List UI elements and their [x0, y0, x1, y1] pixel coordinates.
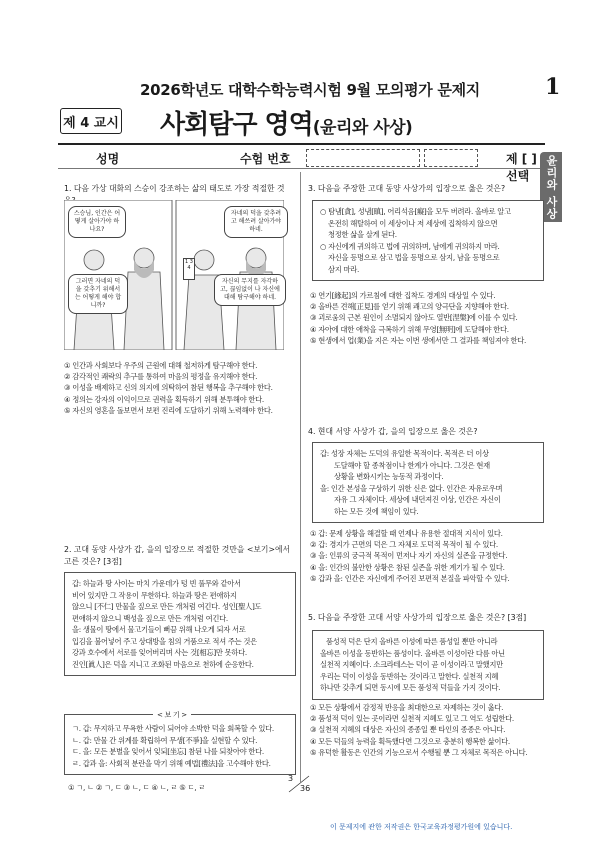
exam-number-boxes-2[interactable]: [424, 149, 478, 167]
q3-stem: 3. 다음을 주장한 고대 동양 사상가의 입장으로 옳은 것은?: [308, 184, 506, 193]
bubble-1: 스승님, 인간은 어떻게 살아가야 하나요?: [68, 206, 126, 238]
choice-label: 제 [ ] 선택: [506, 152, 537, 183]
bubble-2: 자네의 덕을 갖추려고 해쓰려 살아가야 하네.: [224, 206, 288, 238]
q2-line-1: 갑: 하늘과 땅 사이는 마치 가운데가 텅 빈 풀무와 같아서: [72, 579, 241, 588]
q4-option-4[interactable]: ④ 을: 인간의 불안한 상황은 참된 실존을 위한 계기가 될 수 있다.: [310, 562, 505, 572]
page-current: 3: [288, 774, 294, 783]
page-total: 36: [300, 784, 311, 793]
q2-line-2: 비어 있지만 그 작용이 무한하다. 하늘과 땅은 편애하지: [72, 590, 237, 600]
q4-line-6: 하는 모든 것에 책임이 있다.: [334, 506, 419, 516]
q4-line-2: 도달해야 할 종착점이나 한계가 아니다. 그것은 현재: [334, 460, 490, 470]
q5-option-2[interactable]: ② 품성적 덕이 있는 곳이라면 실천적 지혜도 있고 그 역도 성립한다.: [310, 714, 514, 724]
q5-option-5[interactable]: ⑤ 유덕한 활동은 인간의 기능으로서 수행될 뿐 그 자체로 목적은 아니다.: [310, 747, 528, 757]
q2-options[interactable]: ① ㄱ, ㄴ ② ㄱ, ㄷ ③ ㄴ, ㄷ ④ ㄴ, ㄹ ⑤ ㄷ, ㄹ: [68, 783, 206, 792]
q2-passage: [64, 572, 296, 676]
q4-options: [310, 528, 509, 584]
bubble-4: 자신의 무지를 자각하고, 끊임없이 나 자신에 대해 탐구해야 하네.: [214, 274, 286, 306]
q5-option-1[interactable]: ① 모든 상황에서 감정적 반응을 최대한으로 자제하는 것이 옳다.: [310, 703, 504, 712]
name-label: 성명: [96, 152, 120, 166]
q3-line-1: ○ 탐냄[貪], 성냄[瞋], 어리석음[癡]을 모두 버려라. 올바로 알고: [320, 207, 511, 216]
page-number: 1: [545, 74, 561, 100]
q3-option-5[interactable]: ⑤ 현생에서 업(業)을 지은 자는 이번 생에서만 그 결과를 책임져야 한다.: [310, 335, 527, 345]
q4-option-2[interactable]: ② 갑: 경지가 근면의 덕은 그 자체로 도덕적 목적이 될 수 있다.: [310, 540, 498, 550]
q3-option-1[interactable]: ① 연기[緣起]의 가르침에 대한 집착도 경계의 대상일 수 있다.: [310, 291, 496, 300]
q1-option-5[interactable]: ⑤ 자신의 영혼을 돌보면서 보편 진리에 도달하기 위해 노력해야 한다.: [64, 405, 273, 415]
q2-line-7: 강과 호수에서 서로를 잊어버리며 사는 것[相忘]만 못하다.: [72, 648, 247, 657]
exam-title: 2026학년도 대학수학능력시험 9월 모의평가 문제지: [140, 81, 480, 99]
exam-number-boxes[interactable]: [306, 149, 420, 167]
q4-passage: [312, 442, 544, 523]
q4-line-5: 자유 그 자체이다. 세상에 내던져진 이상, 인간은 자신이: [334, 495, 501, 504]
q1-option-2[interactable]: ② 감각적인 쾌락의 추구를 통하여 마음의 평정을 유지해야 한다.: [64, 372, 258, 382]
q1-options: [64, 360, 273, 416]
q3-line-6: 삼지 마라.: [328, 264, 360, 274]
q4-option-1[interactable]: ① 갑: 문제 상황을 해결할 때 언제나 유용한 절대적 지식이 있다.: [310, 529, 503, 538]
q5-options: [310, 702, 527, 758]
q3-line-3: 청정한 삶을 살게 된다.: [328, 230, 397, 239]
q5-line-5: 하나만 갖추게 되면 동시에 모든 품성적 덕들을 가지 것이다.: [320, 683, 501, 692]
bogi-title: < 보 기 >: [153, 710, 191, 722]
bogi-1: ㄱ. 갑: 무지하고 무욕한 사람이 되어야 소박한 덕을 회복할 수 있다.: [72, 724, 274, 733]
q2-line-3: 않으니 [不仁] 만물을 짚으로 만든 개처럼 여긴다. 성인[聖人]도: [72, 602, 262, 611]
q5-line-1: 품성적 덕은 단지 올바른 이성에 따른 품성일 뿐만 아니라: [326, 637, 498, 646]
q1-option-4[interactable]: ④ 정의는 강자의 이익이므로 권력을 획득하기 위해 분투해야 한다.: [64, 394, 264, 404]
q5-passage: [312, 630, 544, 700]
q4-option-3[interactable]: ③ 을: 인류의 궁극적 목적이 먼저나 자기 자신의 실존을 규정한다.: [310, 551, 508, 561]
comic-order-marker: 1 3 4: [183, 258, 195, 280]
q2-line-5: 을: 생물이 땅에서 물고기들이 뻐끔 위해 나오게 되자 서로: [72, 625, 246, 634]
q2-stem: 2. 고대 동양 사상가 갑, 을의 입장으로 적절한 것만을 <보기>에서 고른 것은? [3점]: [64, 545, 291, 566]
bogi-3: ㄷ. 을: 모든 분별을 잊어서 잊되[坐忘] 참된 나를 되찾아야 한다.: [72, 747, 264, 756]
header-rule: [58, 143, 545, 145]
q1-stem: 1. 다음 가상 대화의 스승이 강조하는 삶의 태도로 가장 적절한 것: [64, 184, 285, 193]
q3-passage: [312, 200, 544, 281]
session-label: 제 4 교시: [60, 108, 122, 134]
q4-stem: 4. 현대 서양 사상가 갑, 을의 입장으로 옳은 것은?: [308, 427, 478, 436]
q2-bogi: [64, 711, 296, 775]
q3-option-3[interactable]: ③ 괴로움의 근본 원인이 소멸되지 않아도 열반[涅槃]에 이를 수 있다.: [310, 313, 518, 323]
q1-comic: [64, 200, 284, 350]
q3-line-5: 자신을 등명으로 삼고 법을 등명으로 삼지, 남을 등명으로: [328, 253, 500, 262]
q5-option-4[interactable]: ④ 모든 덕들의 능력을 획득했다면 그것으로 충분히 행복한 삶이다.: [310, 736, 510, 746]
exam-number-label: 수험 번호: [240, 152, 291, 166]
subject-title: [160, 104, 412, 141]
q1-option-3[interactable]: ③ 이성을 배제하고 신의 의지에 의탁하여 참된 행복을 추구해야 한다.: [64, 383, 273, 393]
q3-line-2: 온전히 해탈하여 이 세상이나 저 세상에 집착하지 않으면: [328, 218, 498, 228]
subject-sub: (윤리와 사상): [312, 118, 413, 138]
q5-option-3[interactable]: ③ 실천적 지혜의 대상은 자신의 종종일 뿐 타인의 종종은 아니다.: [310, 725, 506, 735]
q4-line-1: 갑: 성장 자체는 도덕의 유일한 목적이다. 목적은 더 이상: [320, 449, 489, 458]
q4-line-4: 을: 인간 본성을 구상하기 위한 신은 없다. 인간은 자유로우며: [320, 483, 503, 493]
q5-line-4: 우리는 덕이 이성을 동반하는 것이라고 말한다. 실천적 지혜: [320, 671, 499, 681]
bogi-2: ㄴ. 갑: 만물 간 위계를 확립하여 무생[不爭]을 실현할 수 있다.: [72, 735, 258, 745]
info-row: [58, 146, 545, 183]
subject-main: 사회탐구 영역: [160, 110, 313, 140]
q3-line-4: ○ 자신에게 귀의하고 법에 귀의하며, 남에게 귀의하지 마라.: [320, 241, 500, 251]
q3-option-2[interactable]: ② 올바른 견해[正見]를 얻기 위해 쾌고의 양극단을 지향해야 한다.: [310, 302, 509, 312]
side-tab: 윤리와 사상: [540, 152, 562, 222]
q5-line-2: 올바른 이성을 동반하는 품성이다. 올바른 이성이란 다름 아닌: [320, 648, 505, 658]
bubble-3: 그러면 자네의 덕을 갖추기 위해서는 어떻게 해야 합니까?: [68, 274, 128, 314]
copyright-notice: 이 문제지에 관한 저작권은 한국교육과정평가원에 있습니다.: [330, 823, 513, 831]
q3-options: [310, 290, 526, 346]
bogi-4: ㄹ. 갑과 을: 사회적 분란을 막기 위해 예법[禮法]을 고수해야 한다.: [72, 758, 271, 768]
q4-line-3: 상황을 변화시키는 능동적 과정이다.: [334, 472, 444, 481]
q5-line-3: 실천적 지혜이다. 소크라테스는 덕이 곧 이성이라고 말했지만: [320, 660, 503, 669]
q1-option-1[interactable]: ① 인간과 사회보다 우주의 근원에 대해 철저하게 탐구해야 한다.: [64, 361, 258, 370]
q2-line-8: 진인[眞人]은 덕을 지니고 조화된 마음으로 천하에 순응한다.: [72, 659, 254, 669]
q3-option-4[interactable]: ④ 자아에 대한 애착을 극복하기 위해 무영[無明]에 도달해야 한다.: [310, 324, 509, 334]
q5-stem: 5. 다음을 주장한 고대 서양 사상가의 입장으로 옳은 것은? [3점]: [308, 613, 527, 622]
q2-line-6: 입김을 불어넣어 주고 상대방을 침의 거품으로 적셔 주는 것은: [72, 636, 257, 646]
page-counter: [285, 774, 315, 794]
q4-option-5[interactable]: ⑤ 갑과 을: 인간은 자신에게 주어진 보편적 본질을 파악할 수 있다.: [310, 573, 510, 583]
q2-line-4: 편애하지 않으니 백성을 짚으로 만든 개처럼 여긴다.: [72, 613, 228, 623]
column-divider: [300, 172, 301, 782]
